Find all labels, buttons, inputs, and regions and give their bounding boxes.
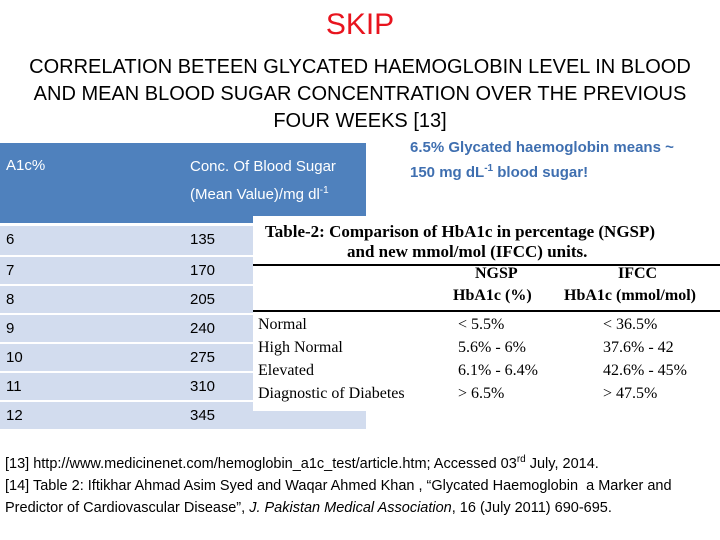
callout-note (410, 137, 720, 183)
ref14-text: [14] Table 2: Iftikhar Ahmad Asim Syed and Waqar Ahmed Khan , “Glycated Haemoglobin a Marker and Predictor of Cardiovascular Disease”, (5, 477, 672, 516)
table-2-row-label: High Normal (258, 339, 343, 356)
col-header-a1c: A1c% (6, 157, 46, 174)
table-2-row-label: Elevated (258, 362, 314, 379)
col-header-conc-sup: -1 (319, 185, 329, 196)
a1c-cell: 11 (6, 378, 22, 395)
conc-cell: 310 (190, 378, 216, 395)
table-2-caption (265, 222, 655, 262)
ifcc-header: IFCC (618, 265, 658, 282)
table-2-ifcc-value: < 36.5% (603, 316, 658, 333)
note-line-2 (410, 158, 720, 183)
reference-13 (5, 449, 717, 475)
note-line-2-pre: 150 mg dL (410, 164, 485, 181)
title-line-1: CORRELATION BETEEN GLYCATED HAEMOGLOBIN LEVEL IN BLOOD (29, 56, 691, 78)
table-2-ngsp-value: > 6.5% (458, 385, 505, 402)
ref13-post: July, 2014. (525, 455, 599, 472)
table-2-image (253, 216, 720, 411)
a1c-cell: 9 (6, 320, 15, 337)
table-2-ngsp-value: < 5.5% (458, 316, 505, 333)
a1c-cell: 10 (6, 349, 23, 366)
ref14-journal: J. Pakistan Medical Association (249, 499, 452, 516)
ref13-sup: rd (516, 454, 526, 465)
table-2-ifcc-value: 37.6% - 42 (603, 339, 674, 356)
col-header-conc (190, 155, 336, 207)
conc-cell: 170 (190, 262, 216, 279)
title-line-2: AND MEAN BLOOD SUGAR CONCENTRATION OVER THE PREVIOUS (33, 83, 687, 105)
caption-line-1: Table-2: Comparison of HbA1c in percentage (NGSP) (265, 222, 656, 241)
slide-title (0, 54, 720, 135)
ngsp-unit-header: HbA1c (%) (453, 287, 532, 304)
reference-14 (5, 475, 717, 519)
ref14-post: , 16 (July 2011) 690-695. (451, 499, 612, 516)
table-2-ngsp-value: 6.1% - 6.4% (458, 362, 538, 379)
ref13-text: [13] http://www.medicinenet.com/hemoglobin_a1c_test/article.htm; Accessed 03 (5, 455, 517, 472)
caption-line-2: and new mmol/mol (IFCC) units. (347, 242, 588, 261)
conc-cell: 275 (190, 349, 216, 366)
table-2-row-label: Diagnostic of Diabetes (258, 385, 405, 402)
table-header-row (0, 143, 366, 223)
a1c-cell: 8 (6, 291, 15, 308)
conc-cell: 135 (190, 231, 216, 248)
a1c-cell: 7 (6, 262, 15, 279)
note-line-2-post: blood sugar! (493, 164, 589, 181)
title-line-3: FOUR WEEKS [13] (273, 110, 447, 132)
ifcc-unit-header: HbA1c (mmol/mol) (564, 287, 696, 304)
note-sup: -1 (484, 163, 494, 174)
table-2-ifcc-value: 42.6% - 45% (603, 362, 687, 379)
table-2-ifcc-value: > 47.5% (603, 385, 658, 402)
table-2-row-label: Normal (258, 316, 307, 333)
note-line-1: 6.5% Glycated haemoglobin means ~ (410, 139, 674, 156)
conc-cell: 345 (190, 407, 216, 424)
table-2-rule (253, 310, 720, 312)
col-header-conc-line2: (Mean Value)/mg dl (190, 186, 320, 203)
a1c-cell: 6 (6, 231, 15, 248)
a1c-cell: 12 (6, 407, 23, 424)
conc-cell: 240 (190, 320, 216, 337)
ngsp-header: NGSP (475, 265, 518, 282)
col-header-conc-line1: Conc. Of Blood Sugar (190, 158, 336, 175)
references (5, 449, 717, 519)
skip-label: SKIP (325, 8, 395, 41)
conc-cell: 205 (190, 291, 216, 308)
table-2-ngsp-value: 5.6% - 6% (458, 339, 526, 356)
